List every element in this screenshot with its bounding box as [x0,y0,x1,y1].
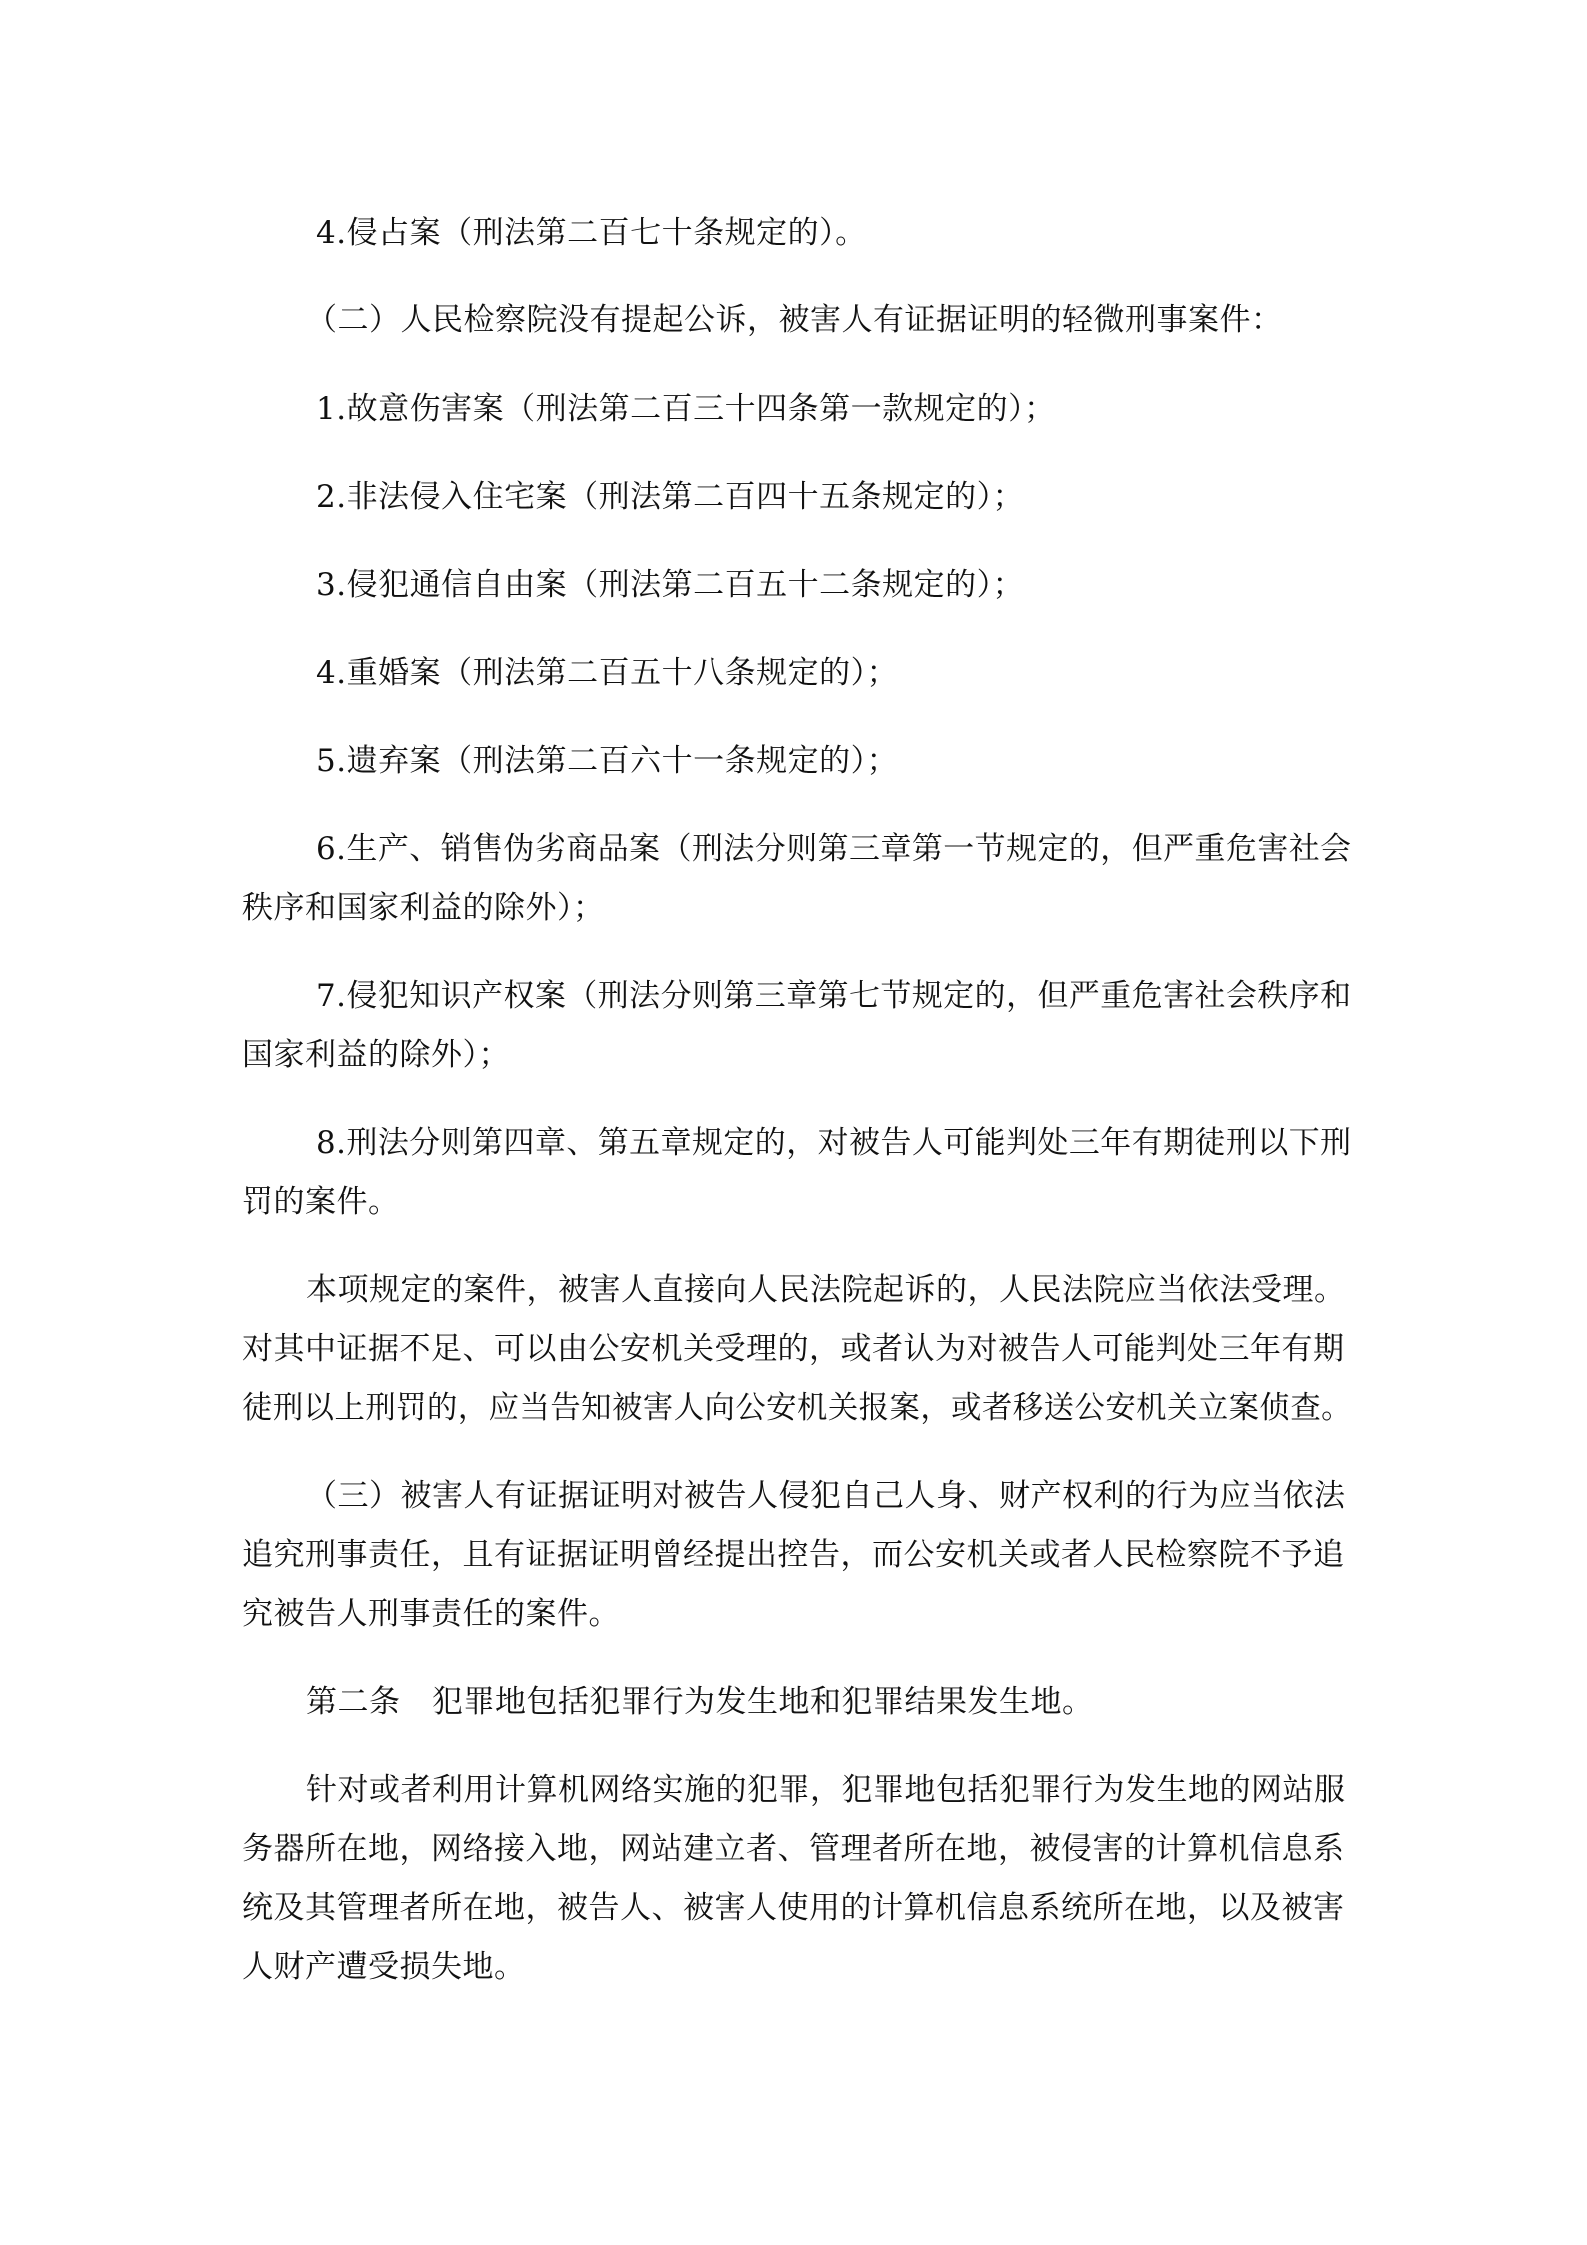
paragraph-line: 秩序和国家利益的除外）； [242,890,605,926]
paragraph-line: 7.侵犯知识产权案（刑法分则第三章第七节规定的，但严重危害社会秩序和 [316,978,1352,1014]
paragraph-line: 国家利益的除外）； [242,1037,510,1073]
paragraph-line: 4.侵占案（刑法第二百七十条规定的）。 [316,215,867,251]
paragraph-line: （三）被害人有证据证明对被告人侵犯自己人身、财产权利的行为应当依法 [306,1478,1346,1514]
paragraph-line: 人财产遭受损失地。 [242,1949,526,1985]
paragraph-line: 8.刑法分则第四章、第五章规定的，对被告人可能判处三年有期徒刑以下刑 [316,1125,1352,1161]
paragraph-line: 徒刑以上刑罚的，应当告知被害人向公安机关报案，或者移送公安机关立案侦查。 [242,1390,1352,1426]
paragraph-line: 4.重婚案（刑法第二百五十八条规定的）； [316,655,899,691]
paragraph-line: 追究刑事责任，且有证据证明曾经提出控告，而公安机关或者人民检察院不予追 [242,1537,1345,1573]
paragraph-line: 务器所在地，网络接入地，网站建立者、管理者所在地，被侵害的计算机信息系 [242,1831,1345,1867]
paragraph-line: 本项规定的案件，被害人直接向人民法院起诉的，人民法院应当依法受理。 [306,1272,1346,1308]
paragraph-line: 5.遗弃案（刑法第二百六十一条规定的）； [316,743,899,779]
paragraph-line: 究被告人刑事责任的案件。 [242,1596,620,1632]
paragraph-line: 第二条 犯罪地包括犯罪行为发生地和犯罪结果发生地。 [306,1684,1094,1720]
paragraph-line: 3.侵犯通信自由案（刑法第二百五十二条规定的）； [316,567,1025,603]
paragraph-line: 统及其管理者所在地，被告人、被害人使用的计算机信息系统所在地，以及被害 [242,1890,1345,1926]
paragraph-line: 罚的案件。 [242,1184,400,1220]
paragraph-line: （二）人民检察院没有提起公诉，被害人有证据证明的轻微刑事案件： [306,302,1283,338]
paragraph-line: 针对或者利用计算机网络实施的犯罪，犯罪地包括犯罪行为发生地的网站服 [306,1772,1346,1808]
paragraph-line: 对其中证据不足、可以由公安机关受理的，或者认为对被告人可能判处三年有期 [242,1331,1345,1367]
paragraph-line: 1.故意伤害案（刑法第二百三十四条第一款规定的）； [316,391,1056,427]
paragraph-line: 6.生产、销售伪劣商品案（刑法分则第三章第一节规定的，但严重危害社会 [316,831,1352,867]
paragraph-line: 2.非法侵入住宅案（刑法第二百四十五条规定的）； [316,479,1025,515]
